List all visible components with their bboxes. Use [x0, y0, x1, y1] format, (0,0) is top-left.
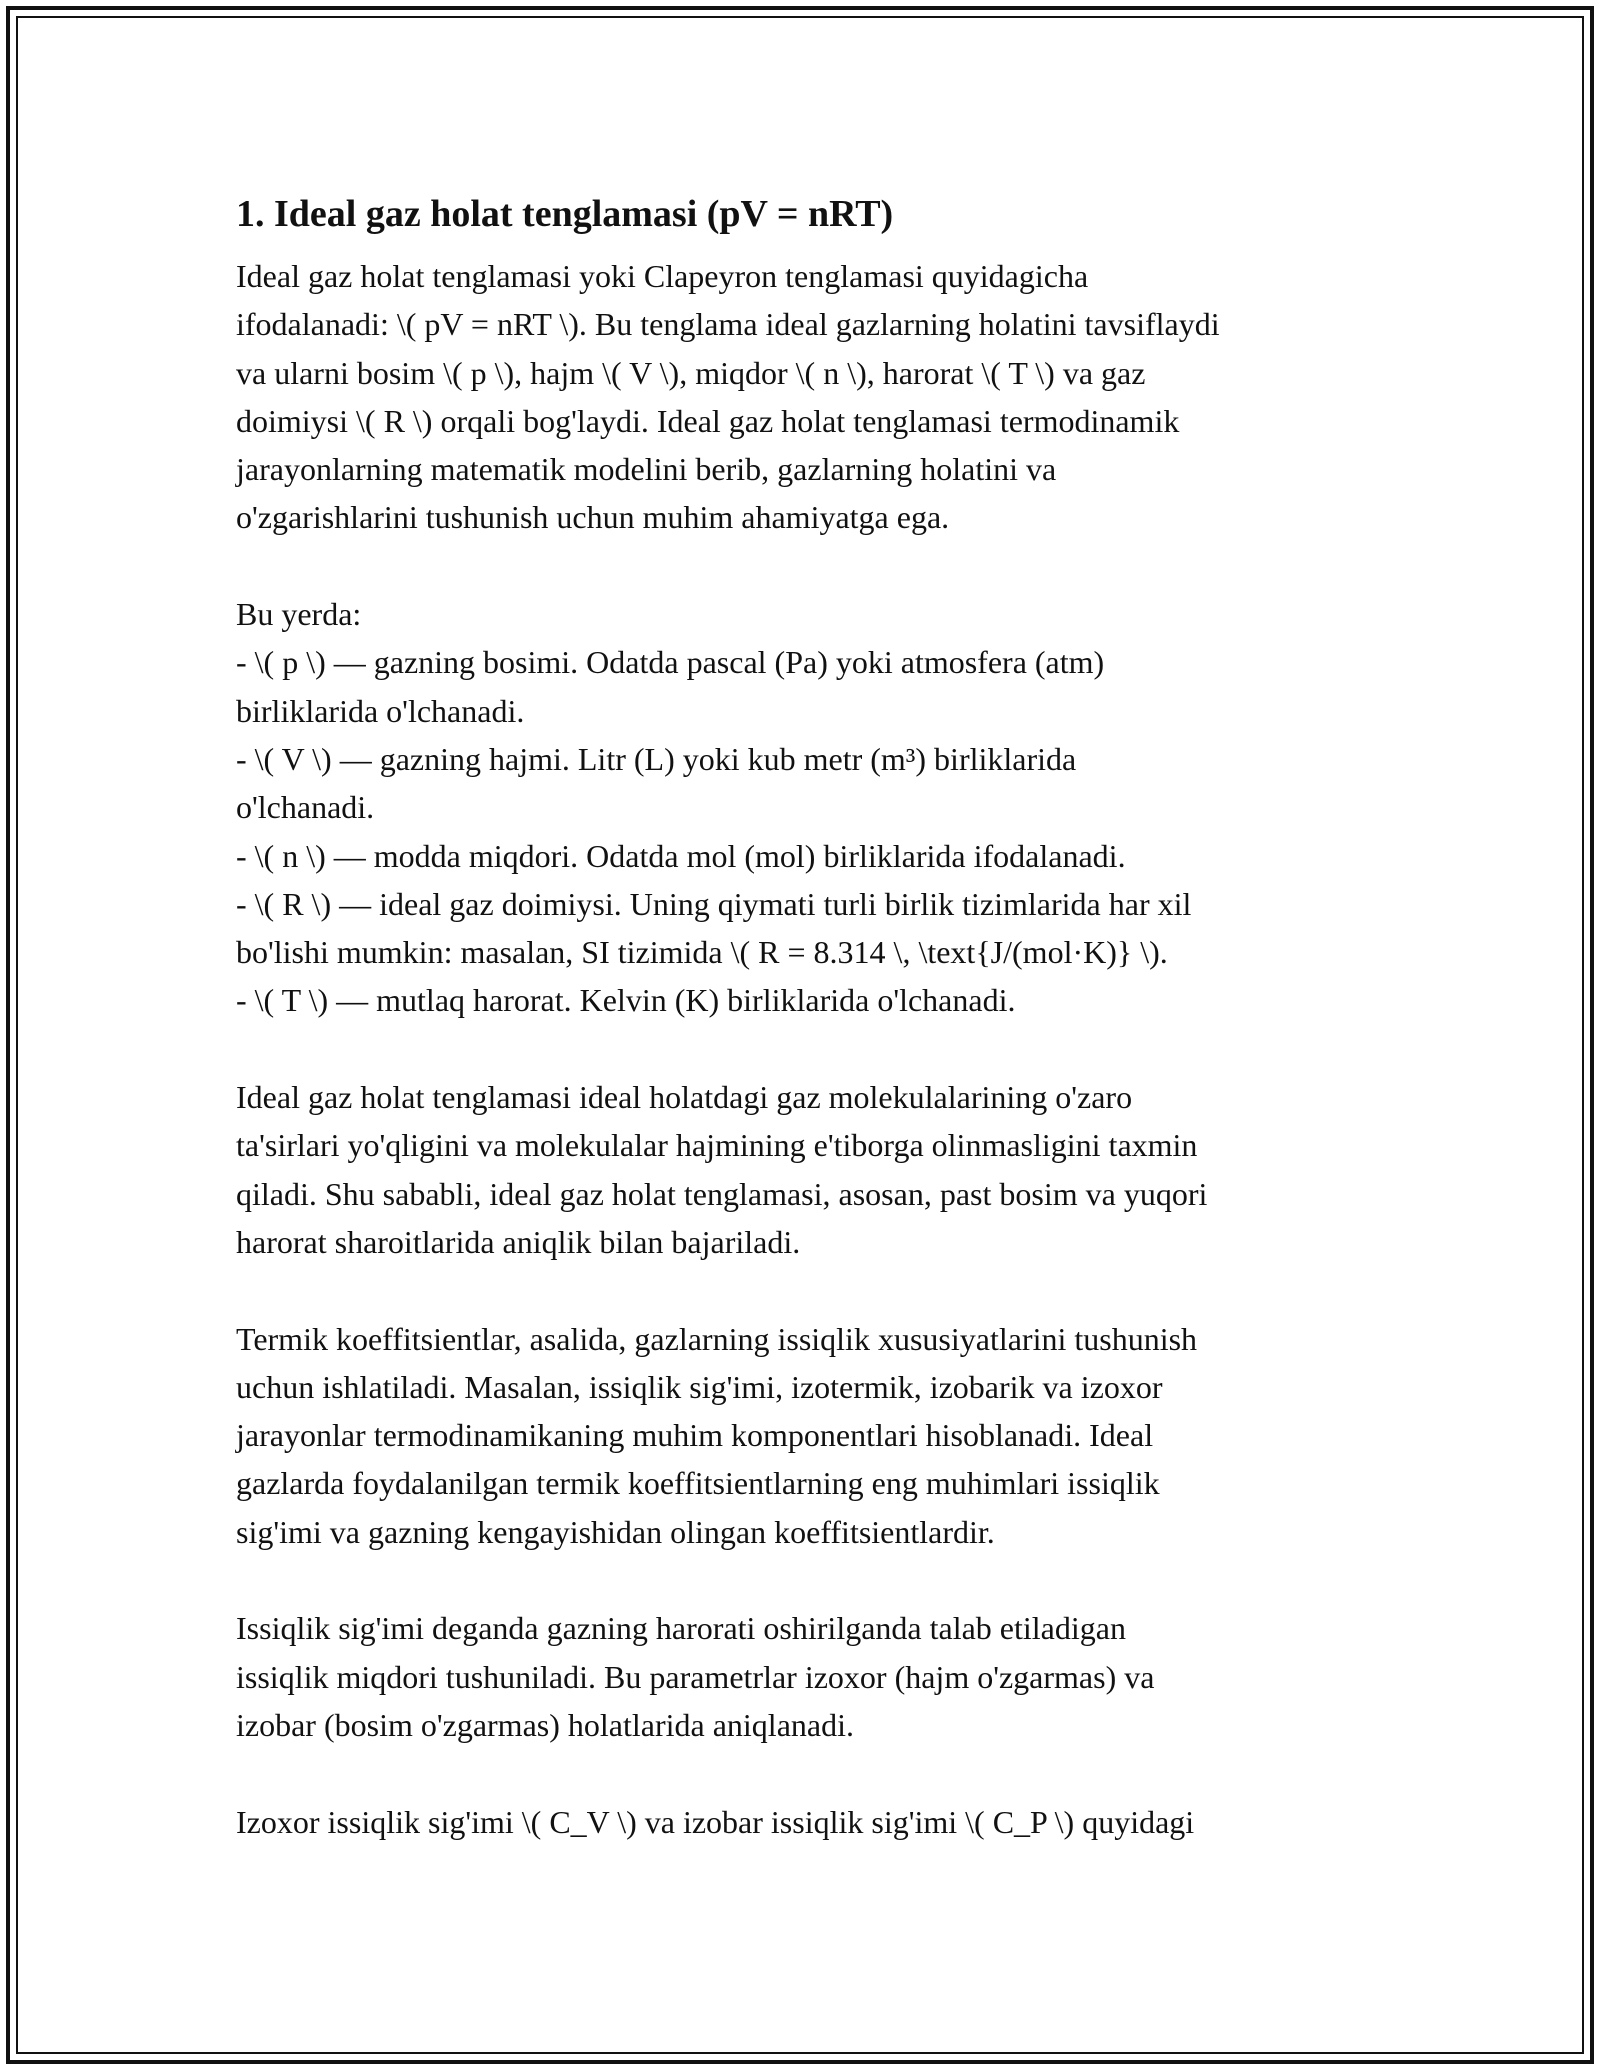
text-line: ifodalanadi: \( pV = nRT \). Bu tenglama ideal gazlarning holatini tavsiflaydi: [236, 306, 1220, 343]
text-line: izobar (bosim o'zgarmas) holatlarida aniqlanadi.: [236, 1706, 854, 1743]
text-line: Izoxor issiqlik sig'imi \( C_V \) va izobar issiqlik sig'imi \( C_P \) quyidagi: [236, 1803, 1195, 1840]
text-line: uchun ishlatiladi. Masalan, issiqlik sig'imi, izotermik, izobarik va izoxor: [236, 1368, 1163, 1405]
text-line: issiqlik miqdori tushuniladi. Bu parametrlar izoxor (hajm o'zgarmas) va: [236, 1658, 1155, 1695]
text-line: Issiqlik sig'imi deganda gazning harorati oshirilganda talab etiladigan: [236, 1610, 1126, 1647]
text-line: o'lchanadi.: [236, 789, 375, 826]
text-line: - \( V \) — gazning hajmi. Litr (L) yoki kub metr (m³) birliklarida: [236, 740, 1077, 777]
paragraph-intro: [236, 252, 1376, 542]
text-line: qiladi. Shu sababli, ideal gaz holat tenglamasi, asosan, past bosim va yuqori: [236, 1175, 1208, 1212]
text-line: harorat sharoitlarida aniqlik bilan bajariladi.: [236, 1223, 801, 1260]
text-line: Ideal gaz holat tenglamasi yoki Clapeyron tenglamasi quyidagicha: [236, 258, 1089, 294]
text-line: - \( T \) — mutlaq harorat. Kelvin (K) birliklarida o'lchanadi.: [236, 982, 1016, 1019]
paragraph-assumptions: [236, 1073, 1376, 1266]
text-line: gazlarda foydalanilgan termik koeffitsientlarning eng muhimlari issiqlik: [236, 1465, 1160, 1502]
text-line: va ularni bosim \( p \), hajm \( V \), miqdor \( n \), harorat \( T \) va gaz: [236, 354, 1146, 391]
paragraph-thermal-coefficients: [236, 1315, 1376, 1556]
text-line: jarayonlarning matematik modelini berib, gazlarning holatini va: [236, 451, 1057, 488]
text-line: jarayonlar termodinamikaning muhim komponentlari hisoblanadi. Ideal: [236, 1417, 1154, 1454]
text-line: birliklarida o'lchanadi.: [236, 692, 525, 729]
text-line: Ideal gaz holat tenglamasi ideal holatdagi gaz molekulalarining o'zaro: [236, 1079, 1133, 1116]
text-line: - \( R \) — ideal gaz doimiysi. Uning qiymati turli birlik tizimlarida har xil: [236, 885, 1192, 922]
document-body: [236, 188, 1376, 1894]
text-line: - \( p \) — gazning bosimi. Odatda pascal (Pa) yoki atmosfera (atm): [236, 644, 1105, 681]
text-line: sig'imi va gazning kengayishidan olingan koeffitsientlardir.: [236, 1513, 995, 1550]
text-line: - \( n \) — modda miqdori. Odatda mol (mol) birliklarida ifodalanadi.: [236, 837, 1126, 874]
text-line: Bu yerda:: [236, 596, 362, 633]
paragraph-heat-capacity: [236, 1604, 1376, 1749]
text-line: bo'lishi mumkin: masalan, SI tizimida \( R = 8.314 \, \text{J/(mol·K)} \).: [236, 934, 1168, 971]
paragraph-variables: [236, 590, 1376, 1025]
text-line: doimiysi \( R \) orqali bog'laydi. Ideal gaz holat tenglamasi termodinamik: [236, 402, 1180, 439]
text-line: o'zgarishlarini tushunish uchun muhim ahamiyatga ega.: [236, 499, 950, 536]
text-line: Termik koeffitsientlar, asalida, gazlarning issiqlik xususiyatlarini tushunish: [236, 1320, 1198, 1357]
paragraph-cv-cp: [236, 1798, 1376, 1846]
text-line: ta'sirlari yo'qligini va molekulalar hajmining e'tiborga olinmasligini taxmin: [236, 1127, 1198, 1164]
page-title: 1. Ideal gaz holat tenglamasi (pV = nRT): [236, 193, 894, 235]
